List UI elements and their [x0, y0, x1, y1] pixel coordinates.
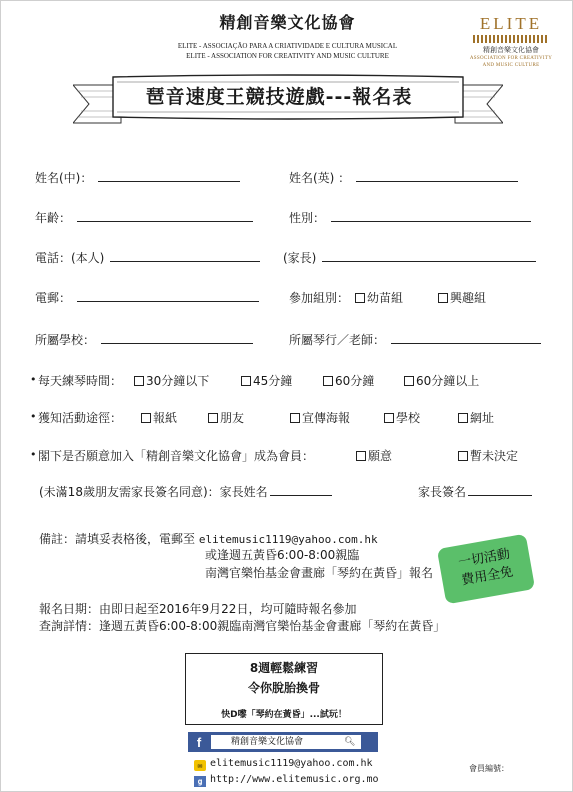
checkbox[interactable]	[323, 376, 333, 386]
name-english-label: 姓名(英) ：	[289, 171, 351, 185]
badge-line-1: 一切活動	[457, 546, 512, 571]
bullet-icon: •	[30, 410, 37, 423]
checkbox[interactable]	[458, 451, 468, 461]
remark-line-1	[39, 530, 378, 547]
phone-parent-row	[283, 249, 536, 266]
checkbox[interactable]	[356, 451, 366, 461]
gender-row	[289, 209, 531, 226]
gender-label: 性別：	[289, 211, 326, 225]
remark-line-2: 或逢週五黃昏6:00-8:00親臨	[205, 548, 360, 562]
email-label: 電郵：	[35, 291, 72, 305]
source-option-website[interactable]: 網址	[458, 409, 494, 426]
member-number-label: 會員編號：	[469, 764, 509, 773]
checkbox[interactable]	[141, 413, 151, 423]
parent-name-field[interactable]	[270, 485, 332, 496]
org-name-chinese: 精創音樂文化協會	[219, 13, 356, 32]
source-option-newspaper[interactable]: 報紙	[141, 409, 177, 426]
parent-sign-row	[418, 483, 532, 500]
enquiry-info: 查詢詳情：逢週五黃昏6:00-8:00親臨南灣官樂怡基金會畫廊「琴約在黃昏」	[39, 619, 446, 633]
group-row	[289, 289, 349, 306]
registration-date: 報名日期：由即日起至2016年9月22日，均可隨時報名參加	[39, 602, 357, 616]
practice-option-60[interactable]: 60分鐘	[323, 372, 374, 389]
mail-icon: ✉	[194, 760, 206, 771]
source-option-friend[interactable]: 朋友	[208, 409, 244, 426]
checkbox[interactable]	[208, 413, 218, 423]
group-option-interest[interactable]: 興趣組	[438, 289, 486, 306]
group-label: 參加組別：	[289, 291, 350, 305]
globe-icon: g	[194, 776, 206, 787]
free-event-badge	[437, 534, 535, 605]
promo-line-1: 8週輕鬆練習	[249, 661, 319, 675]
checkbox[interactable]	[458, 413, 468, 423]
checkbox[interactable]	[241, 376, 251, 386]
age-field[interactable]	[77, 211, 253, 222]
org-name-portuguese: ELITE - ASSOCIAÇÃO PARA A CRIATIVIDADE E CULTURA MUSICAL	[177, 42, 398, 50]
name-chinese-field[interactable]	[98, 171, 240, 182]
name-chinese-label: 姓名(中)：	[35, 171, 93, 185]
membership-label: 閣下是否願意加入「精創音樂文化協會」成為會員：	[38, 449, 315, 463]
facebook-page-name: 精創音樂文化協會	[211, 735, 361, 749]
promo-box	[185, 653, 383, 725]
contact-email: ✉ elitemusic1119@yahoo.com.hk	[194, 758, 373, 771]
name-english-field[interactable]	[356, 171, 518, 182]
logo-word: ELITE	[479, 14, 543, 33]
school-label: 所屬學校：	[35, 333, 96, 347]
phone-self-field[interactable]	[110, 251, 260, 262]
name-chinese-row	[35, 169, 240, 186]
promo-line-2: 令你脫胎換骨	[247, 681, 320, 695]
source-option-school[interactable]: 學校	[384, 409, 420, 426]
remark-line-3: 南灣官樂怡基金會畫廊「琴約在黃昏」報名	[205, 566, 434, 580]
logo-english-line2: AND MUSIC CULTURE	[482, 63, 540, 68]
practice-option-under-30[interactable]: 30分鐘以下	[134, 372, 209, 389]
age-label: 年齡：	[35, 211, 72, 225]
name-english-row	[289, 169, 518, 186]
membership-option-willing[interactable]: 願意	[356, 447, 392, 464]
search-icon: 🔍︎	[344, 737, 356, 747]
badge-line-2: 費用全免	[460, 564, 515, 589]
email-row	[35, 289, 259, 306]
gender-field[interactable]	[331, 211, 531, 222]
logo-chinese-name: 精創音樂文化協會	[483, 46, 539, 54]
phone-self-label: 電話：(本人)	[35, 251, 105, 265]
facebook-search-bar[interactable]	[188, 732, 378, 752]
practice-option-over-60[interactable]: 60分鐘以上	[404, 372, 479, 389]
bullet-icon: •	[30, 373, 37, 386]
parent-sign-label: 家長簽名	[418, 485, 467, 499]
remark-text: 備註：請填妥表格後，電郵至	[39, 532, 196, 546]
phone-parent-label: (家長)	[283, 251, 317, 265]
logo-english-line1: ASSOCIATION FOR CREATIVITY	[469, 56, 553, 61]
source-label: 獲知活動途徑：	[38, 411, 123, 425]
teacher-row	[289, 331, 541, 348]
checkbox[interactable]	[355, 293, 365, 303]
age-row	[35, 209, 253, 226]
checkbox[interactable]	[134, 376, 144, 386]
org-name-english: ELITE - ASSOCIATION FOR CREATIVITY AND MUSIC CULTURE	[186, 52, 389, 60]
piano-keys-icon	[473, 35, 549, 43]
contact-website: g http://www.elitemusic.org.mo	[194, 774, 379, 787]
parent-name-label: (未滿18歲朋友需家長簽名同意)：家長姓名	[39, 485, 268, 499]
phone-parent-field[interactable]	[322, 251, 536, 262]
checkbox[interactable]	[404, 376, 414, 386]
teacher-field[interactable]	[391, 333, 541, 344]
checkbox[interactable]	[384, 413, 394, 423]
practice-option-45[interactable]: 45分鐘	[241, 372, 292, 389]
parent-sign-field[interactable]	[468, 485, 532, 496]
remark-email: elitemusic1119@yahoo.com.hk	[198, 533, 378, 546]
parent-name-row	[39, 483, 332, 500]
promo-line-3: 快D嚟「琴約在黃昏」...試玩！	[221, 710, 347, 720]
teacher-label: 所屬琴行／老師：	[289, 333, 386, 347]
elite-logo	[469, 15, 553, 69]
form-title: 琶音速度王競技遊戲---報名表	[145, 86, 413, 108]
membership-option-undecided[interactable]: 暫未決定	[458, 447, 518, 464]
checkbox[interactable]	[290, 413, 300, 423]
group-option-seedling[interactable]: 幼苗組	[355, 289, 403, 306]
school-row	[35, 331, 253, 348]
bullet-icon: •	[30, 448, 37, 461]
facebook-icon: f	[196, 735, 202, 750]
phone-self-row	[35, 249, 260, 266]
email-field[interactable]	[77, 291, 259, 302]
checkbox[interactable]	[438, 293, 448, 303]
practice-label: 每天練琴時間：	[38, 374, 123, 388]
source-option-poster[interactable]: 宣傳海報	[290, 409, 350, 426]
school-field[interactable]	[101, 333, 253, 344]
